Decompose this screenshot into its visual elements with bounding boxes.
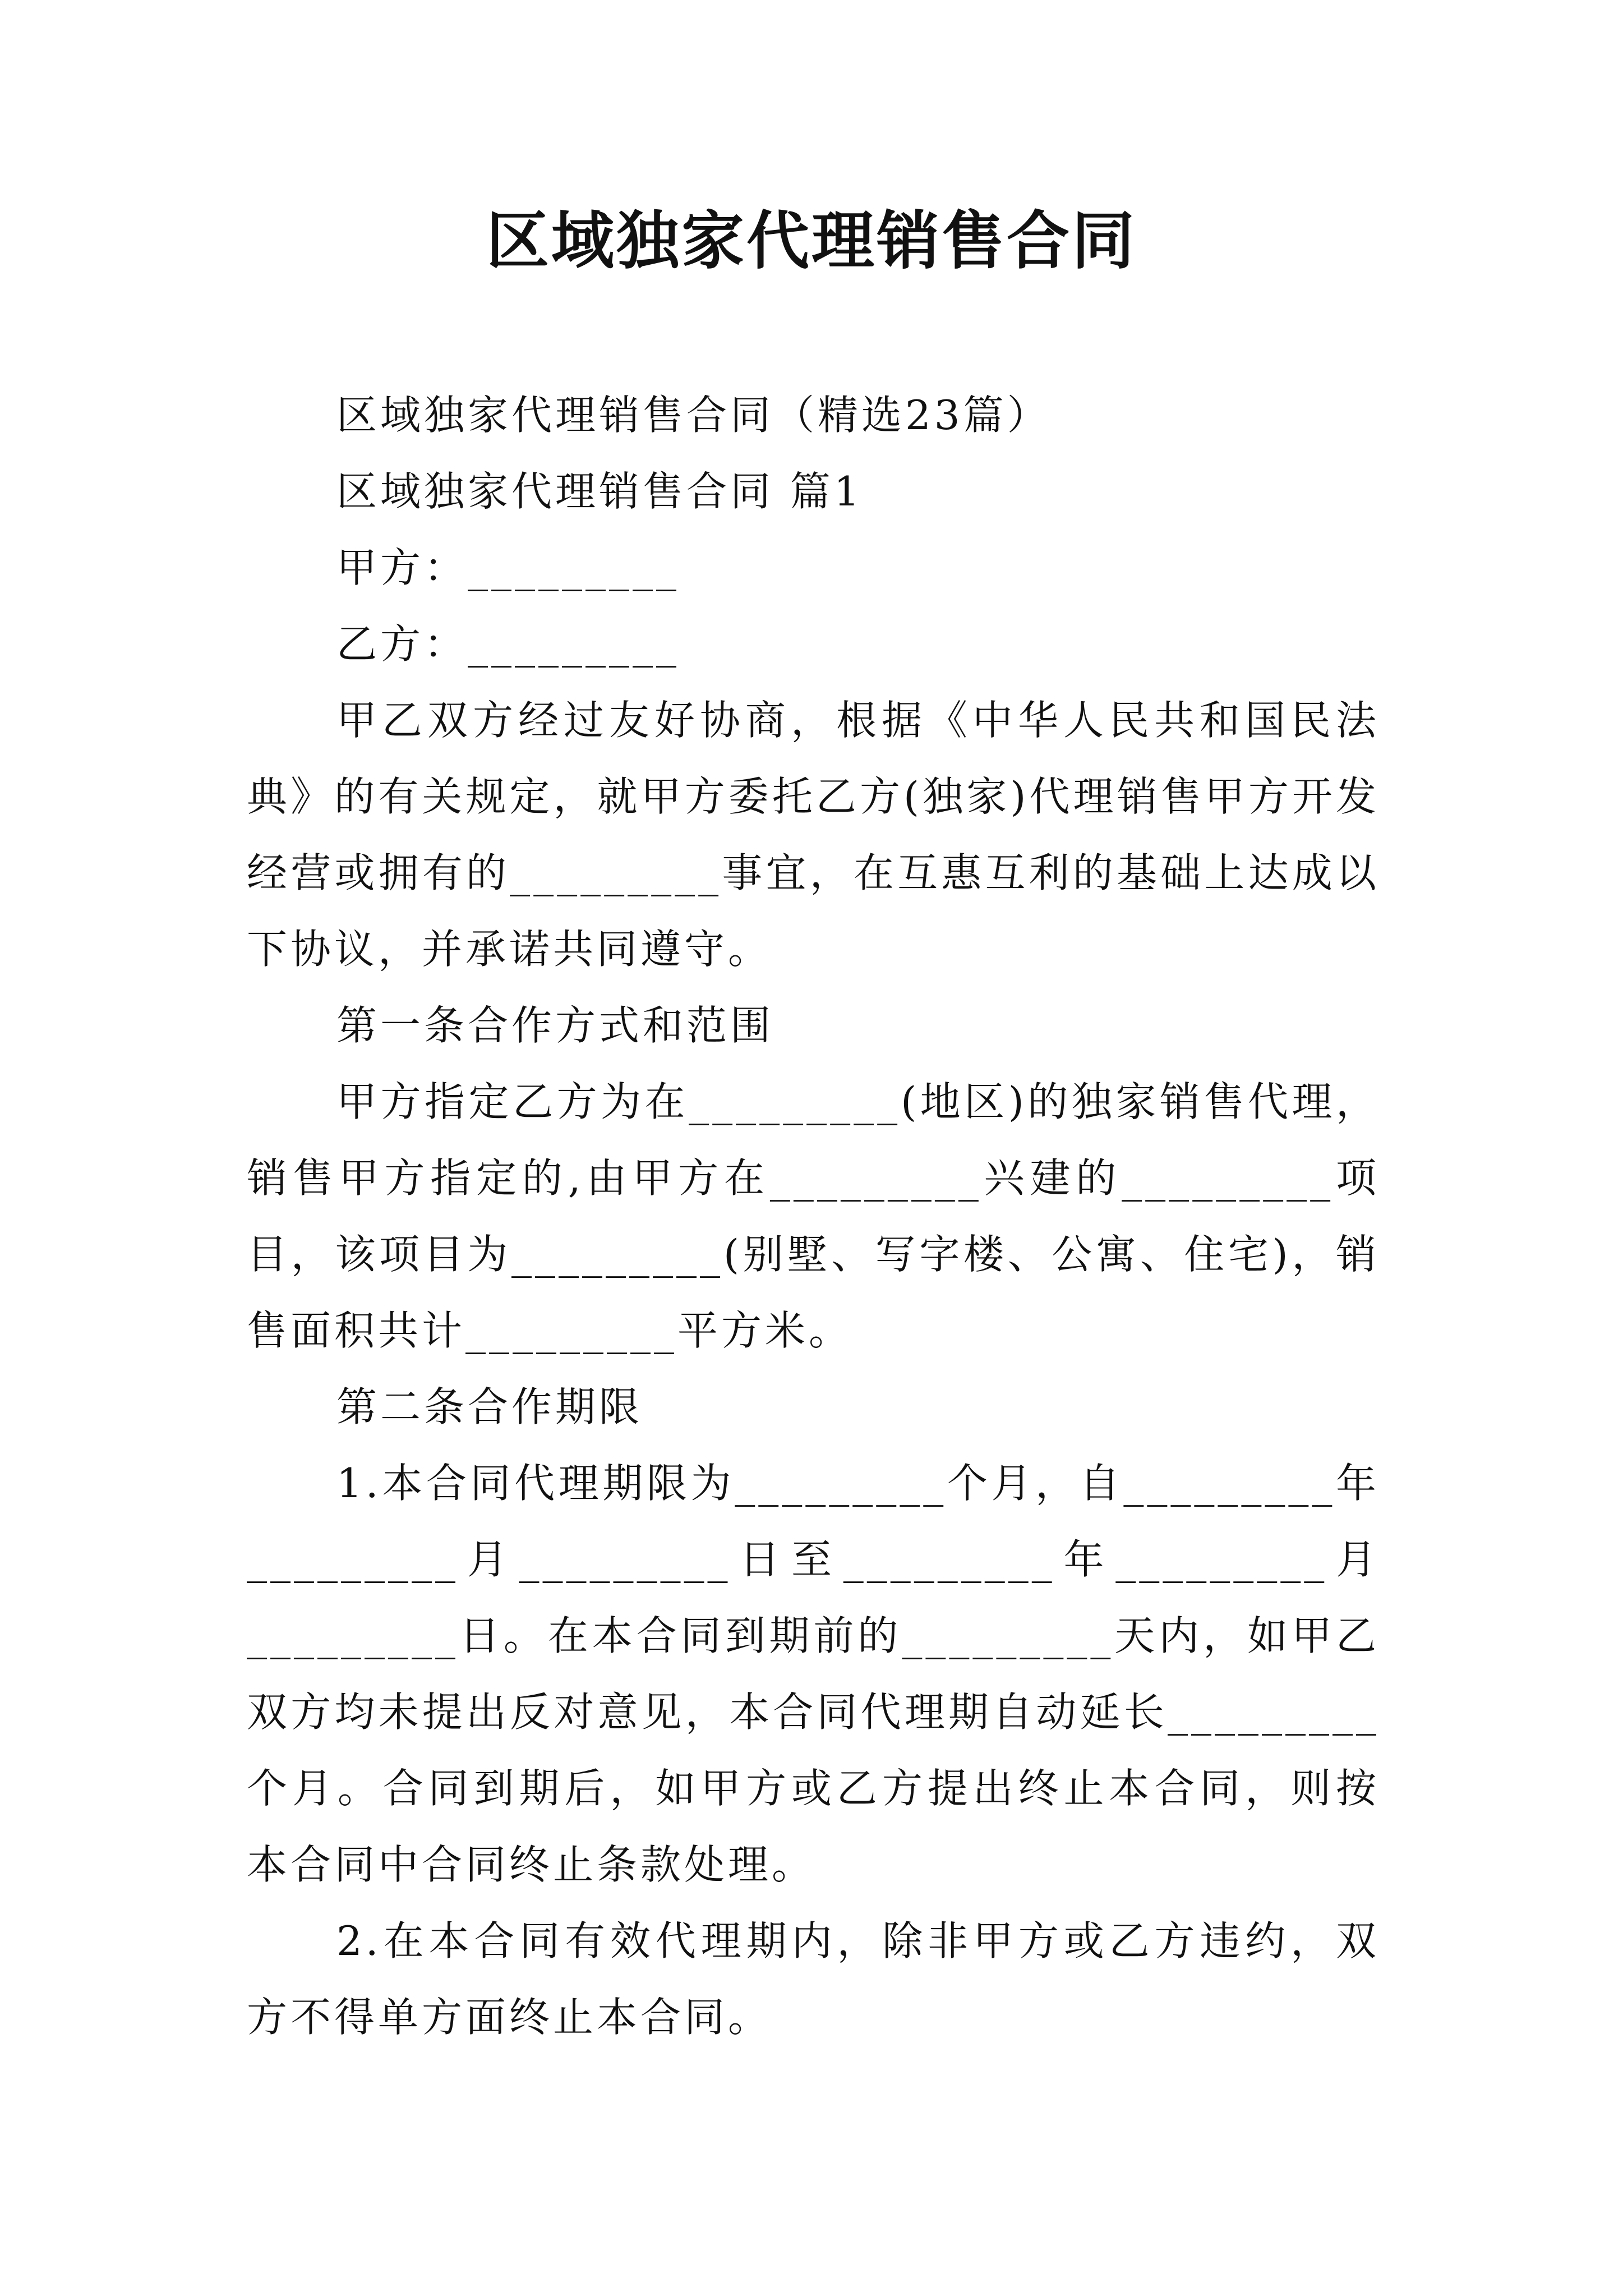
paragraph-article-2-item-2: 2.在本合同有效代理期内，除非甲方或乙方违约，双方不得单方面终止本合同。 [247, 1917, 1380, 2041]
paragraph-party-a: 甲方：_________ [336, 544, 680, 591]
paragraph-article-1-body: 甲方指定乙方为在_________(地区)的独家销售代理，销售甲方指定的,由甲方在_________兴建的_________项目，该项目为_________(别墅、写字楼、公寓、住宅)，销售面积共计_________平方米。 [247, 1078, 1380, 1354]
paragraph-article-1-heading: 第一条合作方式和范围 [336, 1002, 774, 1049]
paragraph-party-b: 乙方：_________ [336, 620, 680, 668]
paragraph-part-heading: 区域独家代理销售合同 篇1 [336, 468, 863, 515]
paragraph-preamble: 甲乙双方经过友好协商，根据《中华人民共和国民法典》的有关规定，就甲方委托乙方(独家)代理销售甲方开发经营或拥有的_________事宜，在互惠互利的基础上达成以下协议，并承诺共同遵守。 [247, 697, 1380, 973]
paragraph-article-2-heading: 第二条合作期限 [336, 1383, 643, 1430]
document-title: 区域独家代理销售合同 [486, 204, 1137, 278]
paragraph-subtitle: 区域独家代理销售合同（精选23篇） [336, 392, 1051, 439]
paragraph-article-2-item-1: 1.本合同代理期限为_________个月，自_________年_________月_________日至_________年_________月_________日。在本合同到期前的_________天内，如甲乙双方均未提出反对意见，本合同代理期自动延长_________个月。合同到期后，如甲方或乙方提出终止本合同，则按本合同中合同终止条款处理。 [247, 1460, 1380, 1888]
document-body [247, 377, 1380, 2055]
